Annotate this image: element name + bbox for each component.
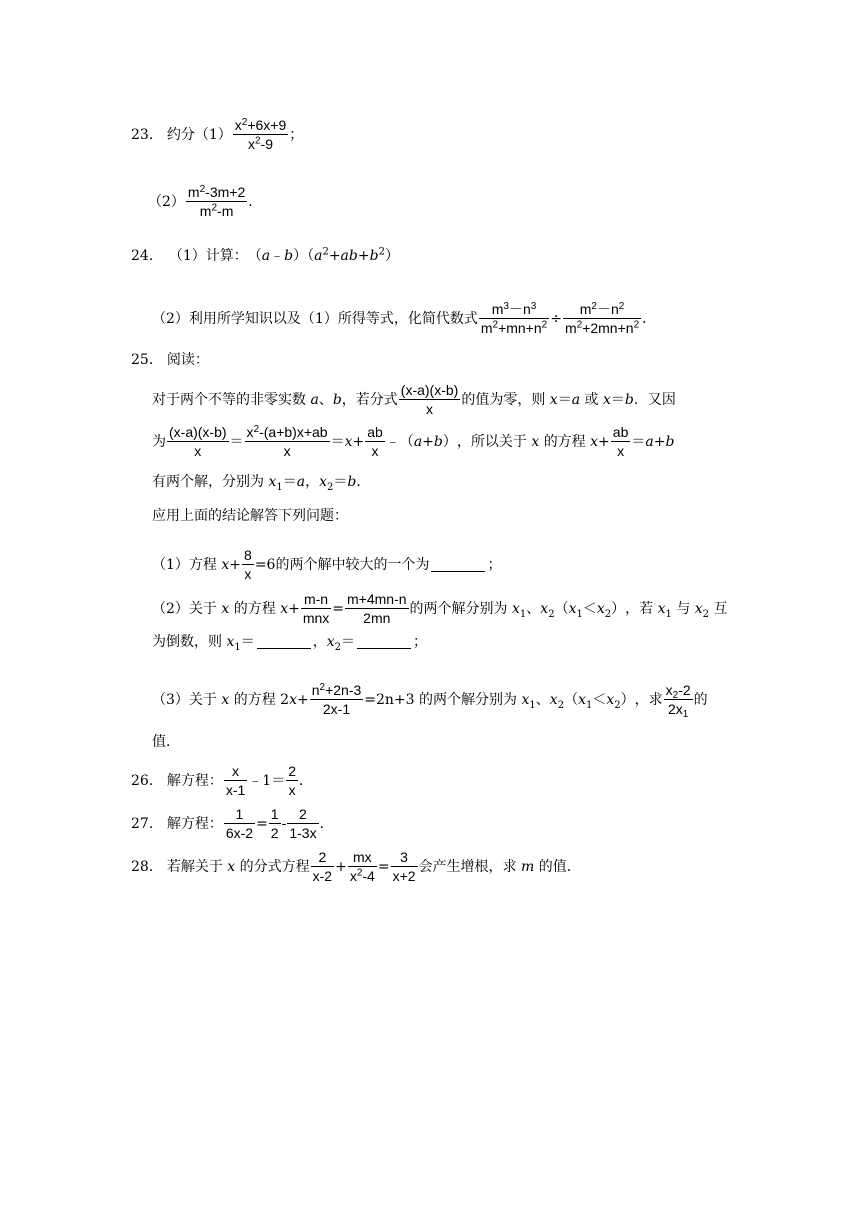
- q24-part2-label: （2）利用所学知识以及（1）所得等式，化简代数式: [152, 310, 478, 327]
- q24-fraction-2: $\frac{m^2-n^2}{m^2+2mn+n^2}$: [564, 301, 640, 336]
- q23-fraction-1: $\frac{x^2+6x+9}{x^2-9}$: [234, 117, 287, 152]
- q23-label: 约分: [166, 126, 195, 143]
- q25-fraction-xa-xb: $\frac{(x-a)(x-b)}{x}$: [400, 382, 459, 417]
- q25-sub3-fraction-1: $\frac{n^2+2n-3}{2x-1}$: [311, 682, 362, 717]
- question-number: 27．: [131, 815, 163, 832]
- q25-sub2-line1: （2）关于 x 的方程 x+ $\frac{m-n}{\text{mnx}}$ = $\frac{m+4mn-n}{2mn}$ 的两个解分别为 $x_1$、$x_2(x_1<x_2)$ ，若 $x_1$ 与 $x_2$ 互: [152, 591, 728, 626]
- q26-fraction-2: $\frac{2}{x}$: [288, 763, 296, 798]
- answer-blank-3[interactable]: [357, 634, 411, 649]
- q25-sub3-line2: 值．: [152, 734, 180, 750]
- q23-line1: 23． 约分 （1） $\frac{x^2+6x+9}{x^2-9}$ ；: [131, 117, 304, 152]
- q27-fraction-1: $\frac{1}{6x-2}$: [225, 806, 254, 841]
- q25-sub2-line2: 为倒数，则 $x_1=$ ，$x_2=$ ；: [152, 633, 428, 653]
- question-number: 25．: [131, 352, 163, 368]
- q25-para-line2: 为 $\frac{(x-a)(x-b)}{x}$ ＝ $\frac{x^2-(a+b)x+ab}{x}$ ＝x+ $\frac{ab}{x}$ ﹣（a+b） ，所以关于 x 的方程 x+ $\frac{ab}{x}$ ＝a+b: [152, 424, 675, 459]
- q26-fraction-1: $\frac{x}{x-1}$: [225, 763, 246, 798]
- answer-blank-1[interactable]: [431, 557, 485, 572]
- q25-sub2-fraction-1: $\frac{m-n}{\text{mnx}}$: [302, 591, 330, 626]
- q28-fraction-2: $\frac{mx}{x^2-4}$: [349, 849, 375, 884]
- q23-fraction-2: $\frac{m^2-3m+2}{m^2-m}$: [187, 184, 246, 219]
- question-number: 28．: [131, 858, 163, 875]
- q27-line: 27． 解方程： $\frac{1}{6x-2}$ = $\frac{1}{2}$ - $\frac{2}{1-3x}$ ．: [131, 806, 334, 841]
- q28-fraction-3: $\frac{3}{x+2}$: [392, 849, 416, 884]
- q25-sub3-fraction-2: $\frac{x_2-2}{2x_1}$: [665, 682, 691, 720]
- q23-part1-label: （1）: [194, 126, 232, 143]
- question-number: 26．: [131, 772, 163, 789]
- q25-fraction-b: $\frac{x^2-(a+b)x+ab}{x}$: [246, 424, 328, 459]
- q23-line2: （2） $\frac{m^2-3m+2}{m^2-m}$ ．: [148, 184, 263, 219]
- q24-part1-label: （1）计算：: [168, 248, 248, 264]
- q25-fraction-ab-x-2: $\frac{ab}{x}$: [612, 424, 629, 459]
- answer-blank-2[interactable]: [257, 634, 311, 649]
- q24-line2: （2）利用所学知识以及（1）所得等式，化简代数式 $\frac{m^3-n^3}{m^2+mn+n^2}$ ÷ $\frac{m^2-n^2}{m^2+2mn+n^2}$ ．: [152, 301, 657, 336]
- q25-sub1: （1）方程 x+ $\frac{8}{x}$ =6的两个解中较大的一个为 ；: [152, 547, 502, 582]
- q25-sub2-fraction-2: $\frac{m+4mn-n}{2mn}$: [347, 591, 407, 626]
- q25-sub3: （3）关于 x 的方程 2 x+ $\frac{n^2+2n-3}{2x-1}$ =2n+3 的两个解分别为 $x_1$、$x_2(x_1<x_2)$ ，求 $\frac{x_2-2}{2x_1}$ 的: [152, 682, 708, 720]
- question-number: 23．: [131, 126, 163, 143]
- q24-fraction-1: $\frac{m^3-n^3}{m^2+mn+n^2}$: [480, 301, 548, 336]
- q25-para-line1: 对于两个不等的非零实数 a、b， 若分式 $\frac{(x-a)(x-b)}{x}$ 的值为零，则 x＝a 或 x＝b． 又因: [152, 382, 676, 417]
- q25-apply-line: 应用上面的结论解答下列问题：: [152, 508, 348, 524]
- q27-fraction-3: $\frac{2}{1-3x}$: [289, 806, 317, 841]
- q25-fraction-a: $\frac{(x-a)(x-b)}{x}$: [169, 424, 227, 459]
- q24-line1: [131, 246, 399, 264]
- divide-sign: ÷: [550, 310, 562, 327]
- q28-line: 28． 若解关于 x 的分式方程 $\frac{2}{x-2}$ + $\frac{mx}{x^2-4}$ = $\frac{3}{x+2}$ 会产生增根，求 m 的值．: [131, 849, 581, 884]
- q25-sub1-fraction: $\frac{8}{x}$: [244, 547, 252, 582]
- q23-part2-label: （2）: [148, 193, 185, 210]
- q26-line: 26． 解方程： $\frac{x}{x-1}$ ﹣1＝ $\frac{2}{x}$ ．: [131, 763, 313, 798]
- q27-fraction-2: $\frac{1}{2}$: [270, 806, 279, 841]
- q25-title: 25． 阅读：: [131, 352, 209, 368]
- q25-fraction-ab-x: $\frac{ab}{x}$: [367, 424, 383, 459]
- q24-part1-expr: $(a﹣b)(a^2+ab+b^2)$: [247, 246, 399, 264]
- q28-fraction-1: $\frac{2}{x-2}$: [312, 849, 333, 884]
- q25-para-line3: 有两个解，分别为 $x_1=a$，$x_2=b$．: [152, 474, 371, 493]
- question-number: 24．: [131, 248, 163, 264]
